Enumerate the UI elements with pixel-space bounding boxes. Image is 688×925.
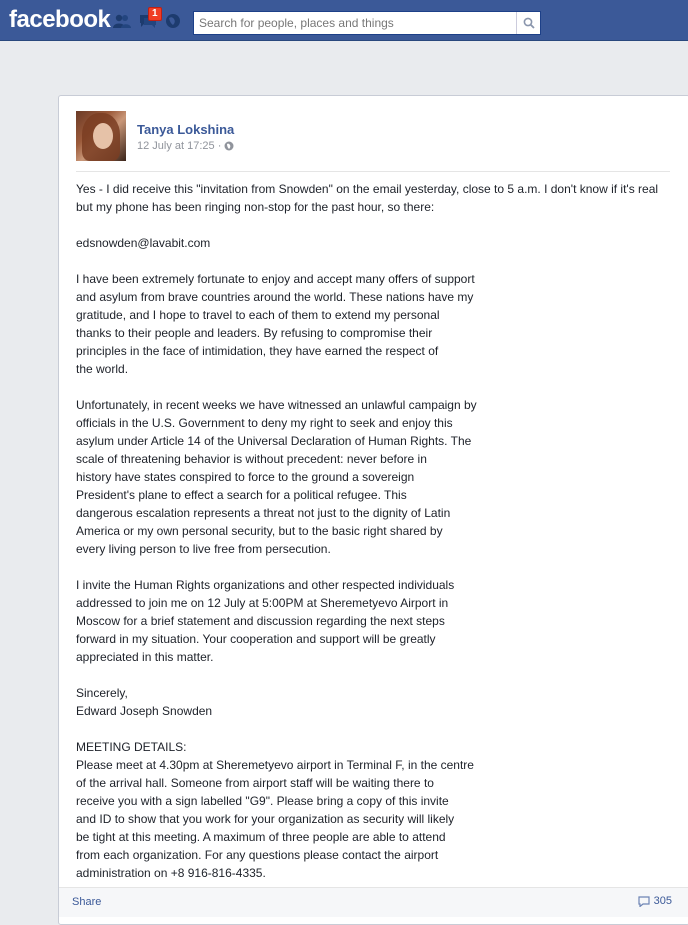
share-link[interactable]: Share (72, 896, 102, 908)
post-meeting-details: MEETING DETAILS: Please meet at 4.30pm at Sheremetyevo airport in Terminal F, in the centre of the arrival hall. Someone from airport staff will be waiting there to receive you with a sign labelled "G9". Please bring a copy of this invite and ID to show that you work for your organization as security will likely be tight at this meeting. A maximum of three people are able to attend from each organization. For any questions please contact the airport administration on +8 916-816-4335. (76, 740, 474, 880)
search-button[interactable] (516, 12, 540, 34)
post-signature: Sincerely, Edward Joseph Snowden (76, 686, 213, 718)
post-timestamp[interactable]: 12 July at 17:25 · (137, 140, 222, 152)
header-divider (76, 171, 670, 172)
post-paragraph: I have been extremely fortunate to enjoy and accept many offers of support and asylum from brave countries around the world. These nations have my gratitude, and I hope to travel to each of them to extend my personal thanks to their people and leaders. By refusing to compromise their principles in the face of intimidation, they have earned the respect of the world. (76, 272, 475, 376)
post-author-name[interactable]: Tanya Lokshina (137, 122, 235, 137)
notifications-globe-icon[interactable] (164, 13, 182, 29)
notification-badge: 1 (148, 7, 162, 21)
post-paragraph: Yes - I did receive this "invitation from Snowden" on the email yesterday, close to 5 a.m. I don't know if it's real but my phone has been ringing non-stop for the past hour, so there: (76, 182, 659, 214)
facebook-logo[interactable]: facebook (9, 6, 111, 33)
comment-icon (638, 896, 650, 907)
comments-count-link[interactable] (638, 895, 672, 907)
search-box (193, 11, 541, 35)
post-body (76, 180, 676, 882)
post-email: edsnowden@lavabit.com (76, 236, 211, 250)
post-footer (59, 887, 688, 917)
post-card (58, 95, 688, 925)
search-icon (523, 17, 535, 29)
public-audience-icon[interactable] (224, 141, 234, 151)
avatar[interactable] (76, 111, 126, 161)
friend-requests-icon[interactable] (113, 13, 131, 29)
post-paragraph: Unfortunately, in recent weeks we have witnessed an unlawful campaign by officials in the U.S. Government to deny my right to seek and enjoy this asylum under Article 14 of the Universal Declaration of Human Rights. The scale of threatening behavior is without precedent: never before in history have states conspired to force to the ground a sovereign President's plane to effect a search for a political refugee. This dangerous escalation represents a threat not just to the dignity of Latin America or my own personal security, but to the basic right shared by every living person to live free from persecution. (76, 398, 477, 556)
post-paragraph: I invite the Human Rights organizations and other respected individuals addressed to join me on 12 July at 5:00PM at Sheremetyevo Airport in Moscow for a brief statement and discussion regarding the next steps forward in my situation. Your cooperation and support will be greatly appreciated in this matter. (76, 578, 455, 664)
search-input[interactable] (194, 13, 516, 33)
comment-count: 305 (653, 895, 672, 907)
top-navigation-bar (0, 0, 688, 41)
post-meta (137, 140, 234, 152)
